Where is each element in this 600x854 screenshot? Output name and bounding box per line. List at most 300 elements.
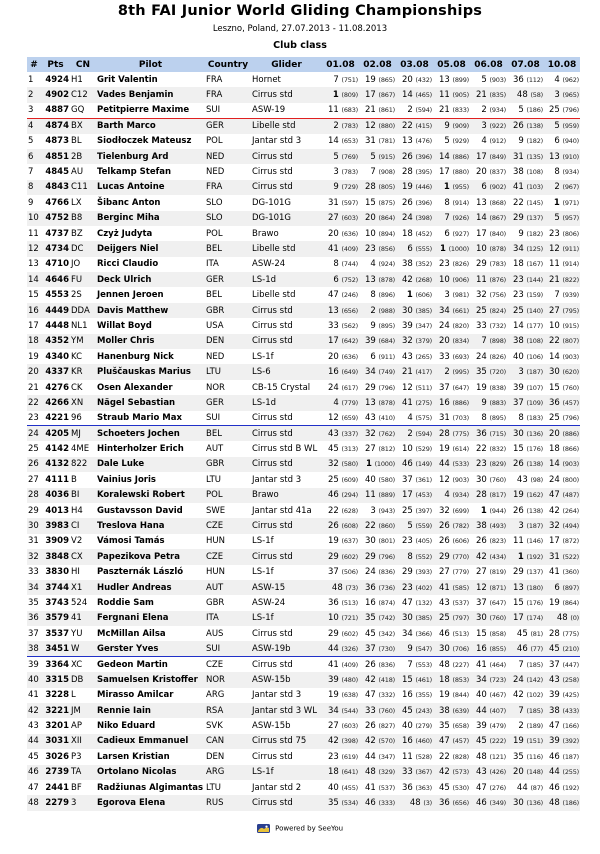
rank-cell: 17 — [28, 320, 39, 331]
day-points: (988) — [378, 306, 395, 315]
table-row[interactable] — [27, 349, 580, 364]
competition-number-cell: 2B — [70, 149, 96, 164]
table-row[interactable] — [27, 565, 580, 580]
day-rank: 8 — [333, 259, 339, 270]
table-row[interactable] — [27, 549, 580, 564]
day-points: (186) — [526, 106, 543, 115]
day-result-cell — [544, 426, 580, 441]
day-result-cell — [544, 765, 580, 780]
day-rank: 26 — [401, 197, 413, 208]
day-result-cell — [359, 472, 396, 487]
points-cell: 3744 — [41, 580, 70, 595]
points-cell: 3579 — [41, 611, 70, 626]
day-result-cell — [359, 118, 396, 133]
competition-number-cell: YM — [70, 334, 96, 349]
day-points: (609) — [341, 475, 358, 484]
country-cell: ITA — [206, 259, 219, 270]
day-points: (559) — [415, 522, 432, 531]
table-row[interactable] — [27, 287, 580, 302]
day-result-cell — [359, 488, 396, 503]
day-points: (409) — [341, 244, 358, 253]
day-result-cell — [507, 72, 544, 87]
day-rank: 29 — [364, 382, 376, 393]
pilot-name-cell: Fergnani Elena — [96, 611, 205, 626]
day-rank: 27 — [548, 305, 560, 316]
day-points: (552) — [415, 552, 432, 561]
day-result-cell — [433, 149, 470, 164]
table-row[interactable] — [27, 718, 580, 733]
day-result-cell — [507, 534, 544, 549]
pilot-name-cell: Gerster Yves — [96, 641, 205, 656]
country-cell: AUT — [206, 444, 224, 455]
glider-cell: Cirrus std B WL — [252, 444, 318, 455]
day-rank: 10 — [475, 243, 487, 254]
day-points: (329) — [378, 768, 395, 777]
table-row[interactable] — [27, 518, 580, 533]
day-rank: 38 — [548, 705, 560, 716]
day-rank: 38 — [512, 336, 524, 347]
table-row[interactable] — [27, 688, 580, 703]
day-result-cell — [507, 411, 544, 426]
day-rank: 25 — [475, 305, 487, 316]
day-result-cell — [544, 72, 580, 87]
day-result-cell — [470, 626, 507, 641]
col-rank[interactable]: # — [27, 57, 41, 72]
day-result-cell — [433, 257, 470, 272]
day-result-cell — [322, 672, 359, 687]
points-cell: 4036 — [41, 488, 70, 503]
points-cell: 4337 — [41, 364, 70, 379]
competition-number-cell: B — [71, 474, 77, 485]
pilot-name-cell: Ricci Claudio — [97, 259, 159, 270]
country-cell: LTU — [206, 474, 221, 485]
day-rank: 42 — [512, 690, 524, 701]
table-row[interactable] — [27, 380, 580, 395]
day-result-cell — [544, 503, 580, 518]
day-rank: 17 — [401, 490, 413, 501]
table-row[interactable] — [27, 180, 580, 195]
table-row[interactable] — [27, 134, 580, 149]
day-rank: 16 — [401, 736, 413, 747]
day-points: (614) — [452, 445, 469, 454]
day-rank: 39 — [364, 336, 376, 347]
table-row[interactable] — [27, 164, 580, 179]
table-row[interactable] — [27, 87, 580, 102]
country-cell: FRA — [205, 87, 251, 102]
table-row[interactable] — [27, 534, 580, 549]
day-points: (166) — [562, 722, 579, 731]
day-result-cell — [359, 765, 396, 780]
day-rank: 4 — [407, 413, 413, 424]
table-row[interactable] — [27, 595, 580, 610]
glider-cell: Jantar std 3 — [252, 136, 302, 147]
day-rank: 29 — [327, 551, 339, 562]
pilot-name-cell: Deck Ulrich — [96, 272, 205, 287]
competition-number-cell: AP — [71, 721, 82, 732]
table-row[interactable] — [27, 657, 580, 672]
day-points: (3) — [423, 799, 432, 808]
day-points: (246) — [341, 291, 358, 300]
day-rank: 22 — [548, 336, 560, 347]
day-result-cell — [322, 611, 359, 626]
day-rank: 23 — [475, 459, 487, 470]
table-row[interactable] — [27, 703, 580, 718]
day-result-cell — [470, 795, 507, 810]
day-points: (805) — [378, 183, 395, 192]
day-points: (858) — [489, 629, 506, 638]
day-rank: 37 — [548, 659, 560, 670]
day-points: (182) — [526, 229, 543, 238]
table-row[interactable] — [27, 765, 580, 780]
country-cell: CZE — [205, 518, 251, 533]
table-row[interactable] — [27, 426, 580, 441]
day-points: (418) — [378, 675, 395, 684]
day-rank: 34 — [475, 674, 487, 685]
day-result-cell — [544, 257, 580, 272]
day-result-cell — [544, 87, 580, 102]
day-result-cell — [470, 211, 507, 226]
day-rank: 19 — [475, 382, 487, 393]
table-row[interactable] — [27, 272, 580, 287]
glider-cell: Jantar std 3 WL — [251, 703, 322, 718]
day-result-cell — [396, 457, 433, 472]
col-glider[interactable]: Glider — [251, 57, 322, 72]
day-points: (352) — [415, 260, 432, 269]
day-result-cell — [359, 518, 396, 533]
day-rank: 46 — [364, 798, 376, 809]
day-rank: 40 — [364, 474, 376, 485]
col-pts[interactable]: Pts — [41, 57, 70, 72]
col-cn[interactable]: CN — [70, 57, 96, 72]
day-points: (880) — [452, 168, 469, 177]
day-result-cell — [322, 457, 359, 472]
day-points: (886) — [562, 429, 579, 438]
day-rank: 24 — [438, 320, 450, 331]
table-row[interactable] — [27, 734, 580, 749]
day-points: (720) — [489, 368, 506, 377]
table-row[interactable] — [27, 334, 580, 349]
day-rank: 22 — [364, 521, 376, 532]
table-row[interactable] — [27, 457, 580, 472]
day-result-cell — [507, 641, 544, 656]
day-points: (602) — [341, 629, 358, 638]
day-rank: 1 — [443, 182, 450, 193]
day-result-cell — [396, 534, 433, 549]
competition-number-cell: 2S — [71, 290, 82, 301]
day-result-cell — [507, 395, 544, 410]
day-points: (915) — [378, 152, 395, 161]
day-points: (723) — [489, 675, 506, 684]
day-result-cell — [470, 641, 507, 656]
day-points: (606) — [415, 291, 432, 300]
day-result-cell — [470, 180, 507, 195]
day-points: (455) — [341, 783, 358, 792]
day-points: (908) — [378, 168, 395, 177]
day-result-cell — [470, 426, 507, 441]
table-row[interactable] — [27, 241, 580, 256]
day-points: (775) — [562, 629, 579, 638]
col-day-2[interactable]: 02.08 — [359, 57, 396, 72]
competition-number-cell: AU — [71, 167, 84, 178]
col-day-1[interactable]: 01.08 — [322, 57, 359, 72]
day-points: (192) — [562, 783, 579, 792]
day-rank: 11 — [512, 536, 524, 547]
day-points: (409) — [341, 660, 358, 669]
country-cell: POL — [206, 228, 223, 239]
day-result-cell — [470, 718, 507, 733]
day-points: (457) — [562, 398, 579, 407]
competition-number-cell: GQ — [70, 103, 96, 118]
day-result-cell — [470, 518, 507, 533]
day-result-cell — [433, 488, 470, 503]
day-result-cell — [544, 780, 580, 795]
day-rank: 6 — [444, 228, 450, 239]
table-row[interactable] — [27, 626, 580, 641]
day-result-cell — [544, 134, 580, 149]
day-rank: 1 — [553, 197, 560, 208]
day-result-cell — [433, 303, 470, 318]
day-result-cell — [359, 795, 396, 810]
day-points: (467) — [489, 691, 506, 700]
day-rank: 7 — [554, 290, 560, 301]
day-rank: 18 — [548, 444, 560, 455]
day-result-cell — [507, 503, 544, 518]
day-points: (602) — [341, 552, 358, 561]
day-result-cell — [396, 87, 433, 102]
day-rank: 23 — [512, 274, 524, 285]
day-points: (647) — [489, 598, 506, 607]
points-cell: 4902 — [41, 87, 70, 102]
day-result-cell — [433, 241, 470, 256]
day-points: (762) — [378, 429, 395, 438]
table-row[interactable] — [27, 611, 580, 626]
day-result-cell — [433, 457, 470, 472]
table-row[interactable] — [27, 211, 580, 226]
day-points: (770) — [452, 552, 469, 561]
col-day-7[interactable]: 10.08 — [544, 57, 580, 72]
day-points: (834) — [452, 337, 469, 346]
points-cell: 3909 — [45, 536, 69, 547]
day-points: (109) — [526, 398, 543, 407]
table-row[interactable] — [27, 318, 580, 333]
table-row[interactable] — [27, 580, 580, 595]
day-points: (112) — [526, 75, 543, 84]
day-rank: 24 — [401, 213, 413, 224]
day-rank: 37 — [364, 643, 376, 654]
table-row[interactable] — [27, 226, 580, 241]
day-rank: 44 — [327, 643, 339, 654]
table-row[interactable] — [27, 149, 580, 164]
day-result-cell — [433, 395, 470, 410]
day-points: (396) — [415, 198, 432, 207]
day-points: (865) — [378, 75, 395, 84]
rank-cell: 31 — [28, 536, 39, 547]
pilot-name-cell: Larsen Kristian — [97, 751, 170, 762]
table-row[interactable] — [27, 72, 580, 87]
table-row[interactable] — [27, 672, 580, 687]
table-row[interactable] — [27, 103, 580, 118]
country-cell: AUT — [205, 580, 251, 595]
rank-cell: 20 — [27, 364, 41, 379]
day-rank: 11 — [401, 751, 413, 762]
day-result-cell — [433, 549, 470, 564]
day-points: (867) — [378, 91, 395, 100]
col-country[interactable]: Country — [205, 57, 251, 72]
day-rank: 5 — [554, 121, 560, 132]
col-day-3[interactable]: 03.08 — [396, 57, 433, 72]
country-cell: ITA — [205, 611, 251, 626]
day-result-cell — [507, 426, 544, 441]
day-result-cell — [396, 349, 433, 364]
day-points: (452) — [415, 229, 432, 238]
day-rank: 10 — [364, 228, 376, 239]
day-rank: 42 — [364, 736, 376, 747]
day-points: (405) — [415, 537, 432, 546]
day-rank: 42 — [327, 736, 339, 747]
competition-number-cell: CK — [71, 382, 83, 393]
day-rank: 13 — [438, 74, 450, 85]
table-row[interactable] — [27, 195, 580, 210]
pilot-name-cell: Gustavsson David — [97, 505, 183, 516]
day-rank: 28 — [438, 428, 450, 439]
col-day-4[interactable]: 05.08 — [433, 57, 470, 72]
day-result-cell — [359, 611, 396, 626]
day-points: (137) — [526, 214, 543, 223]
day-points: (185) — [526, 706, 543, 715]
pilot-name-cell: Schoeters Jochen — [96, 426, 205, 441]
day-points: (145) — [526, 198, 543, 207]
day-rank: 28 — [475, 490, 487, 501]
country-cell: ARG — [206, 690, 225, 701]
day-result-cell — [544, 795, 580, 810]
table-row[interactable] — [27, 780, 580, 795]
day-rank: 14 — [327, 136, 339, 147]
pilot-name-cell: Nägel Sebastian — [96, 395, 205, 410]
day-points: (835) — [489, 91, 506, 100]
day-result-cell — [396, 241, 433, 256]
pilot-name-cell: Niko Eduard — [97, 721, 156, 732]
points-cell: 4887 — [41, 103, 70, 118]
day-result-cell — [507, 595, 544, 610]
day-points: (407) — [489, 706, 506, 715]
table-row[interactable] — [27, 749, 580, 764]
points-cell: 3228 — [45, 690, 69, 701]
day-rank: 17 — [475, 228, 487, 239]
table-row[interactable] — [27, 503, 580, 518]
day-points: (779) — [341, 398, 358, 407]
day-rank: 1 — [517, 551, 524, 562]
day-rank: 27 — [475, 567, 487, 578]
day-rank: 13 — [512, 582, 524, 593]
day-points: (136) — [526, 799, 543, 808]
day-points: (902) — [489, 183, 506, 192]
day-rank: 35 — [438, 721, 450, 732]
day-result-cell — [544, 641, 580, 656]
table-row[interactable] — [27, 488, 580, 503]
day-points: (132) — [415, 598, 432, 607]
day-points: (898) — [489, 337, 506, 346]
day-result-cell — [433, 565, 470, 580]
pilot-name-cell: Koralewski Robert — [96, 488, 205, 503]
country-cell: LTU — [206, 782, 221, 793]
country-cell: CAN — [205, 734, 251, 749]
competition-number-cell: KR — [70, 364, 96, 379]
table-row[interactable] — [27, 257, 580, 272]
day-rank: 30 — [512, 798, 524, 809]
table-row[interactable] — [27, 411, 580, 426]
day-points: (189) — [526, 722, 543, 731]
table-row[interactable] — [27, 303, 580, 318]
points-cell: 4352 — [41, 334, 70, 349]
day-points: (760) — [489, 475, 506, 484]
day-result-cell — [507, 795, 544, 810]
table-row[interactable] — [27, 395, 580, 410]
col-day-6[interactable]: 07.08 — [507, 57, 544, 72]
day-rank: 8 — [444, 197, 450, 208]
day-result-cell — [507, 349, 544, 364]
day-points: (103) — [526, 183, 543, 192]
day-result-cell — [359, 364, 396, 379]
rank-cell: 21 — [28, 382, 39, 393]
day-result-cell — [396, 426, 433, 441]
day-rank: 13 — [364, 397, 376, 408]
day-rank: 33 — [401, 767, 413, 778]
day-points: (513) — [341, 598, 358, 607]
day-result-cell — [544, 211, 580, 226]
day-rank: 45 — [516, 628, 528, 639]
day-rank: 24 — [548, 474, 560, 485]
country-cell: HUN — [206, 567, 225, 578]
table-row[interactable] — [27, 641, 580, 656]
table-row[interactable] — [27, 364, 580, 379]
day-points: (606) — [452, 537, 469, 546]
col-day-5[interactable]: 06.08 — [470, 57, 507, 72]
competition-number-cell: H1 — [71, 74, 83, 85]
day-rank: 39 — [512, 382, 524, 393]
day-points: (836) — [378, 568, 395, 577]
day-result-cell — [507, 211, 544, 226]
table-row[interactable] — [27, 441, 580, 456]
rank-cell: 9 — [28, 197, 34, 208]
day-rank: 30 — [364, 536, 376, 547]
day-result-cell — [396, 749, 433, 764]
day-rank: 47 — [401, 597, 413, 608]
day-points: (934) — [489, 106, 506, 115]
day-result-cell — [396, 318, 433, 333]
day-rank: 19 — [548, 597, 560, 608]
day-rank: 37 — [475, 597, 487, 608]
day-points: (446) — [415, 183, 432, 192]
day-points: (896) — [378, 291, 395, 300]
day-result-cell — [433, 164, 470, 179]
table-row[interactable] — [27, 118, 580, 133]
points-cell: 4205 — [41, 426, 70, 441]
day-rank: 43 — [364, 413, 376, 424]
day-rank: 20 — [548, 428, 560, 439]
table-row[interactable] — [27, 472, 580, 487]
day-result-cell — [396, 641, 433, 656]
day-points: (326) — [341, 644, 358, 653]
day-result-cell — [322, 703, 359, 718]
day-points: (836) — [378, 660, 395, 669]
day-result-cell — [544, 287, 580, 302]
day-result-cell — [396, 395, 433, 410]
day-result-cell — [470, 72, 507, 87]
table-row[interactable] — [27, 795, 580, 810]
day-rank: 31 — [438, 413, 450, 424]
pilot-name-cell: Šibanc Anton — [97, 197, 161, 208]
col-pilot[interactable]: Pilot — [96, 57, 205, 72]
